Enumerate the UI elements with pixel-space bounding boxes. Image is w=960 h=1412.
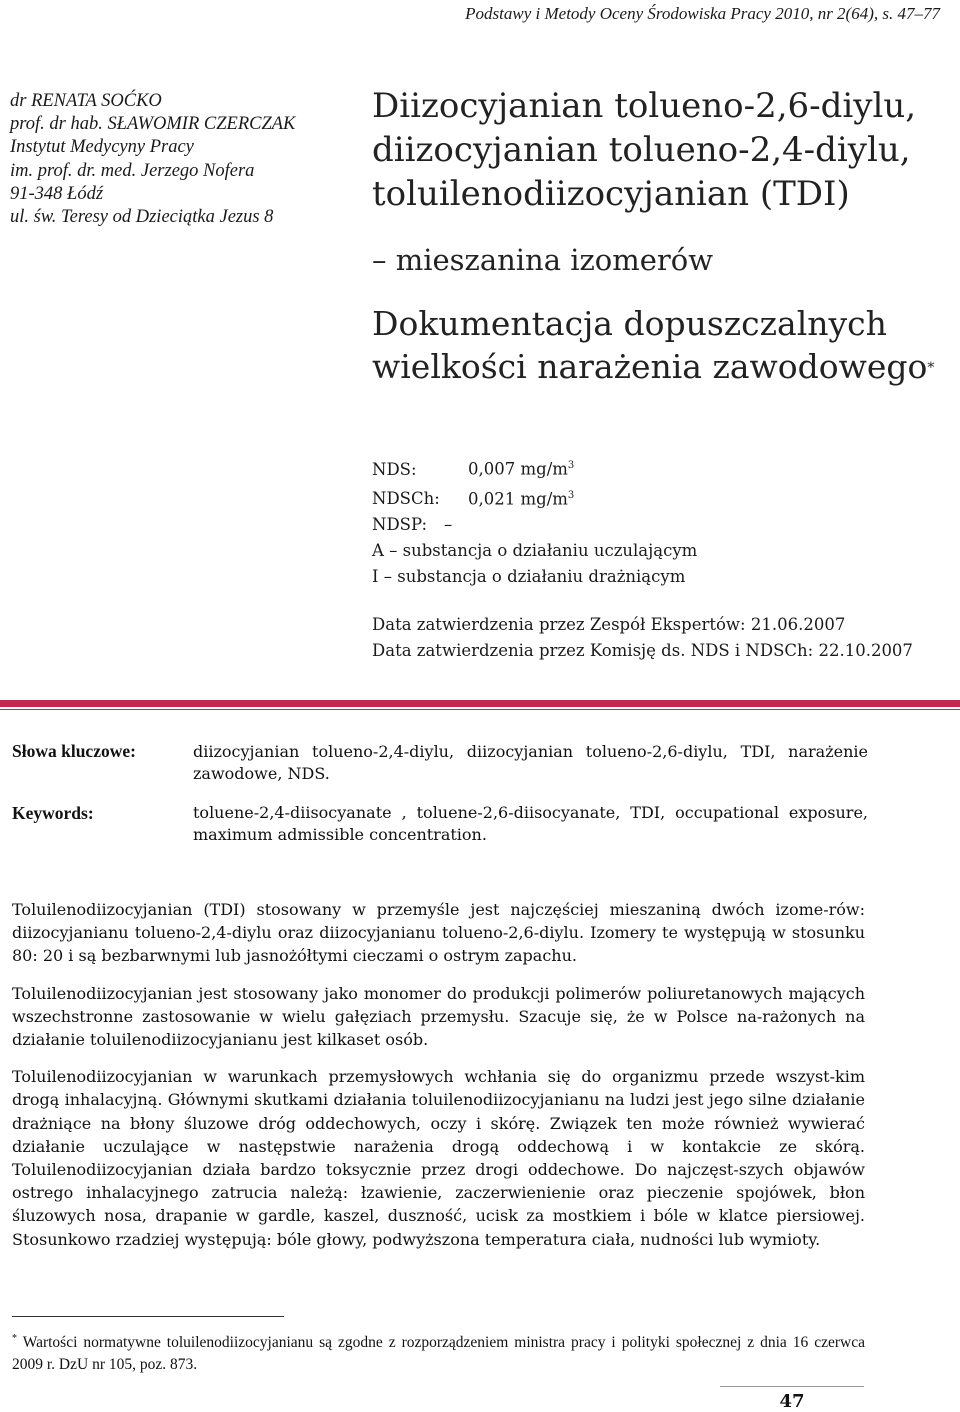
footnote-divider [12,1316,284,1317]
article-body [12,898,865,1265]
notation-a: A – substancja o działaniu uczulającym [372,541,698,560]
author-block [10,90,360,229]
keywords-pl-text: diizocyjanian tolueno-2,4-diylu, diizocyjanian tolueno-2,6-diylu, TDI, narażenie zawodowe, NDS. [193,742,868,783]
institution-postcode: 91-348 Łódź [10,183,104,204]
author-name: prof. dr hab. SŁAWOMIR CZERCZAK [10,114,296,135]
page-number: 47 [779,1391,805,1412]
institution-street: ul. św. Teresy od Dzieciątka Jezus 8 [10,207,274,228]
nds-label: NDS: [372,459,417,479]
commission-approval-date: Data zatwierdzenia przez Komisję ds. NDS i NDSCh: 22.10.2007 [372,641,913,660]
section-divider-thin [0,709,960,710]
document-title [372,84,957,216]
title-line: diizocyjanian tolueno-2,4-diylu, [372,130,911,170]
exposure-limits [372,453,697,590]
keywords-pl-label: Słowa kluczowe: [12,741,136,761]
footnote [12,1328,865,1376]
footnote-mark: * [12,1333,17,1344]
ndsp-label: NDSP: [372,515,428,534]
institution-name: im. prof. dr. med. Jerzego Nofera [10,160,255,181]
institution-name: Instytut Medycyny Pracy [10,137,194,158]
document-type [372,302,957,388]
ndsp-row [372,512,697,538]
notation-i: I – substancja o działaniu drażniącym [372,567,686,586]
keywords-en-text: toluene-2,4-diisocyanate , toluene-2,6-diisocyanate, TDI, occupational exposure, maximum admissible concentration. [193,803,868,844]
ndsch-value: 0,021 mg/m [468,489,568,508]
page-number-rule [720,1386,864,1387]
unit-exponent: 3 [567,489,575,501]
body-paragraph: Toluilenodiizocyjanian (TDI) stosowany w przemyśle jest najczęściej mieszaniną dwóch izome-rów: diizocyjanianu tolueno-2,4-diylu oraz diizocyjanianu tolueno-2,6-diylu. Izomery te występują w stosunku 80: 20 i są bezbarwnymi lub jasnożółtymi cieczami o ostrym zapachu. [12,900,865,966]
author-name: dr RENATA SOĆKO [10,91,162,111]
experts-approval-date: Data zatwierdzenia przez Zespół Ekspertów: 21.06.2007 [372,615,846,634]
ndsch-row [372,483,697,513]
title-line: Diizocyjanian tolueno-2,6-diylu, [372,86,917,126]
body-paragraph: Toluilenodiizocyjanian jest stosowany jako monomer do produkcji polimerów poliuretanowych mających wszechstronne zastosowanie w wielu gałęziach przemysłu. Szacuje się, że w Polsce na-rażonych na działanie toluilenodiizocyjanianu jest kilkaset osób. [12,983,865,1050]
document-type-line [372,345,957,388]
section-divider [0,700,960,707]
nds-row [372,453,697,483]
journal-header: Podstawy i Metody Oceny Środowiska Pracy 2010, nr 2(64), s. 47–77 [465,4,940,23]
unit-exponent: 3 [567,460,575,471]
body-paragraph: Toluilenodiizocyjanian w warunkach przemysłowych wchłania się do organizmu przede wszyst-kim drogą inhalacyjną. Głównymi skutkami działania toluilenodiizocyjanianu na ludzi jest jego silne działanie drażniące na błony śluzowe dróg oddechowych, oczy i skórę. Związek ten może również wywierać działanie uczulające w następstwie narażenia drogą oddechową i w kontakcie ze skórą. Toluilenodiizocyjanian działa bardzo toksycznie przez drogi oddechowe. Do najczęst-szych objawów ostrego inhalacyjnego zatrucia należą: łzawienie, zaczerwienienie oraz pieczenie spojówek, błon śluzowych nosa, drapanie w gardle, kaszel, duszność, ucisk za mostkiem i bóle w klatce piersiowej. Stosunkowo rzadziej występują: bóle głowy, podwyższona temperatura ciała, nudności lub wymioty. [12,1067,865,1249]
nds-value: 0,007 mg/m [468,459,568,479]
ndsp-value: – [444,515,453,534]
footnote-reference[interactable]: * [927,360,935,376]
document-type-line: Dokumentacja dopuszczalnych [372,304,887,343]
document-type-text: wielkości narażenia zawodowego [372,347,928,386]
document-subtitle: – mieszanina izomerów [372,243,714,277]
title-line: toluilenodiizocyjanian (TDI) [372,174,850,214]
approval-dates [372,612,913,664]
keywords-en-label: Keywords: [12,803,94,823]
footnote-text: Wartości normatywne toluilenodiizocyjanianu są zgodne z rozporządzeniem ministra pracy i polityki społecznej z dnia 16 czerwca 2009 r. DzU nr 105, poz. 873. [12,1334,865,1374]
ndsch-label: NDSCh: [372,489,440,508]
